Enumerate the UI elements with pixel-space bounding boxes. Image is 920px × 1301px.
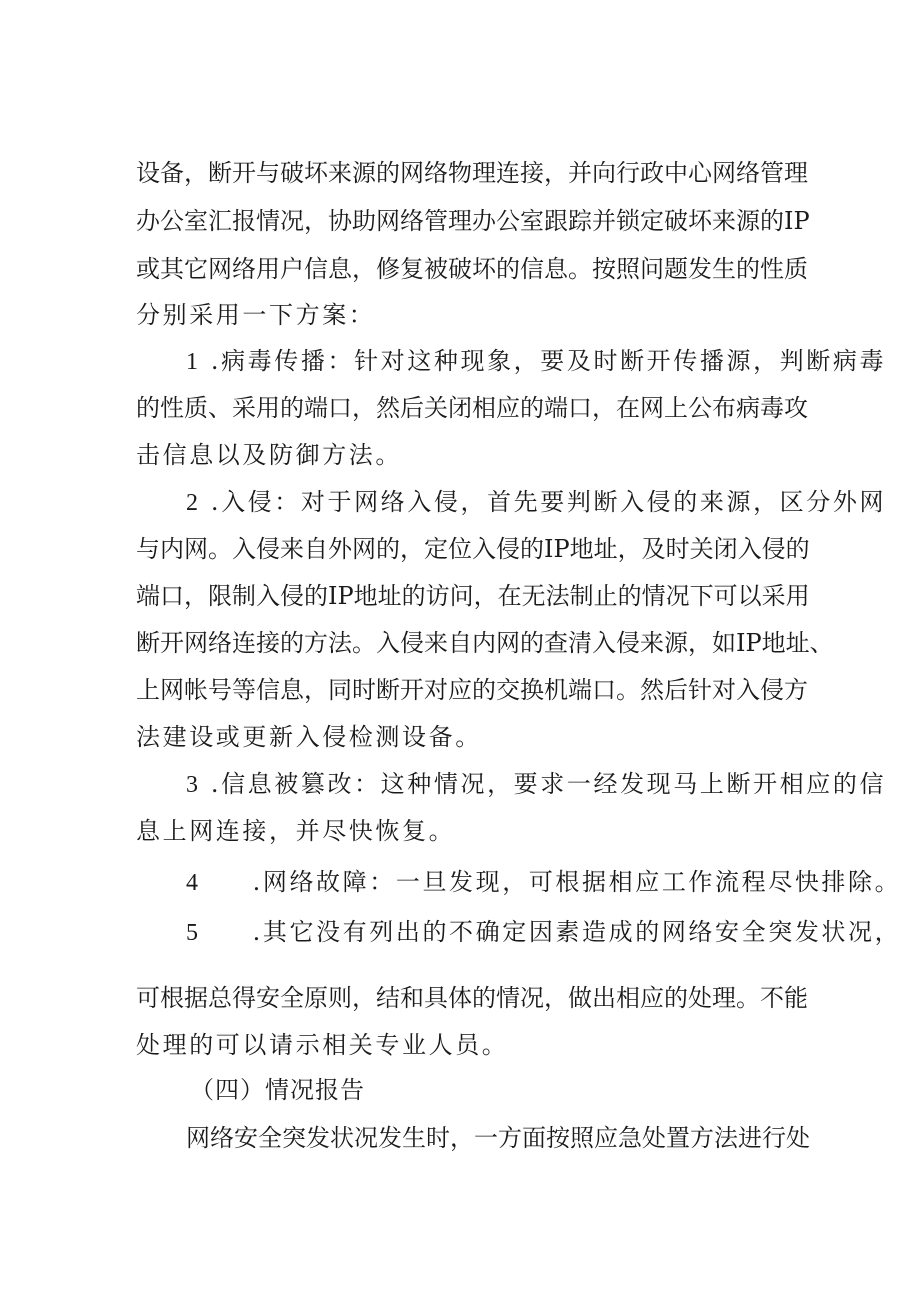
body-text-line: 法建设或更新入侵检测设备。	[136, 723, 482, 751]
list-item-5	[186, 916, 902, 948]
list-item-text: .网络故障：一旦发现，可根据相应工作流程尽快排除。	[252, 868, 902, 896]
body-text-line: 断开网络连接的方法。入侵来自内网的查清入侵来源，如IP地址、	[136, 629, 834, 657]
body-text-line: 击信息以及防御方法。	[136, 441, 402, 469]
body-text-line: 息上网连接，并尽快恢复。	[136, 817, 456, 845]
body-text-line: 可根据总得安全原则，结和具体的情况，做出相应的处理。不能	[136, 984, 808, 1012]
body-text-line: 办公室汇报情况，协助网络管理办公室跟踪并锁定破坏来源的IP	[136, 207, 810, 235]
body-text-line: 上网帐号等信息，同时断开对应的交换机端口。然后针对入侵方	[136, 676, 808, 704]
list-item-text: .信息被篡改：这种情况，要求一经发现马上断开相应的信	[210, 770, 887, 798]
list-item-text: .病毒传播：针对这种现象，要及时断开传播源，判断病毒	[210, 347, 887, 375]
list-item-number: 5	[186, 920, 201, 946]
body-text-line: 网络安全突发状况发生时，一方面按照应急处置方法进行处	[186, 1124, 810, 1152]
body-text-line: 设备，断开与破坏来源的网络物理连接，并向行政中心网络管理	[136, 159, 808, 187]
list-item-number: 3	[186, 772, 201, 798]
list-item-4	[186, 866, 902, 898]
body-text-line: 的性质、采用的端口，然后关闭相应的端口，在网上公布病毒攻	[136, 394, 808, 422]
list-item-number: 1	[186, 349, 201, 375]
list-item-number: 2	[186, 490, 201, 516]
body-text-line: 或其它网络用户信息，修复被破坏的信息。按照问题发生的性质	[136, 255, 808, 283]
body-text-line: 与内网。入侵来自外网的，定位入侵的IP地址，及时关闭入侵的	[136, 535, 810, 563]
body-text-line: 端口，限制入侵的IP地址的访问，在无法制止的情况下可以采用	[136, 582, 810, 610]
list-item-3	[186, 768, 887, 800]
list-item-number: 4	[186, 870, 201, 896]
list-item-2	[186, 486, 887, 518]
section-heading: （四）情况报告	[190, 1076, 365, 1104]
list-item-1	[186, 345, 887, 377]
body-text-line: 处理的可以请示相关专业人员。	[136, 1031, 509, 1059]
list-item-text: .其它没有列出的不确定因素造成的网络安全突发状况，	[252, 918, 902, 946]
body-text-line: 分别采用一下方案：	[136, 301, 376, 329]
list-item-text: .入侵：对于网络入侵，首先要判断入侵的来源，区分外网	[210, 488, 887, 516]
